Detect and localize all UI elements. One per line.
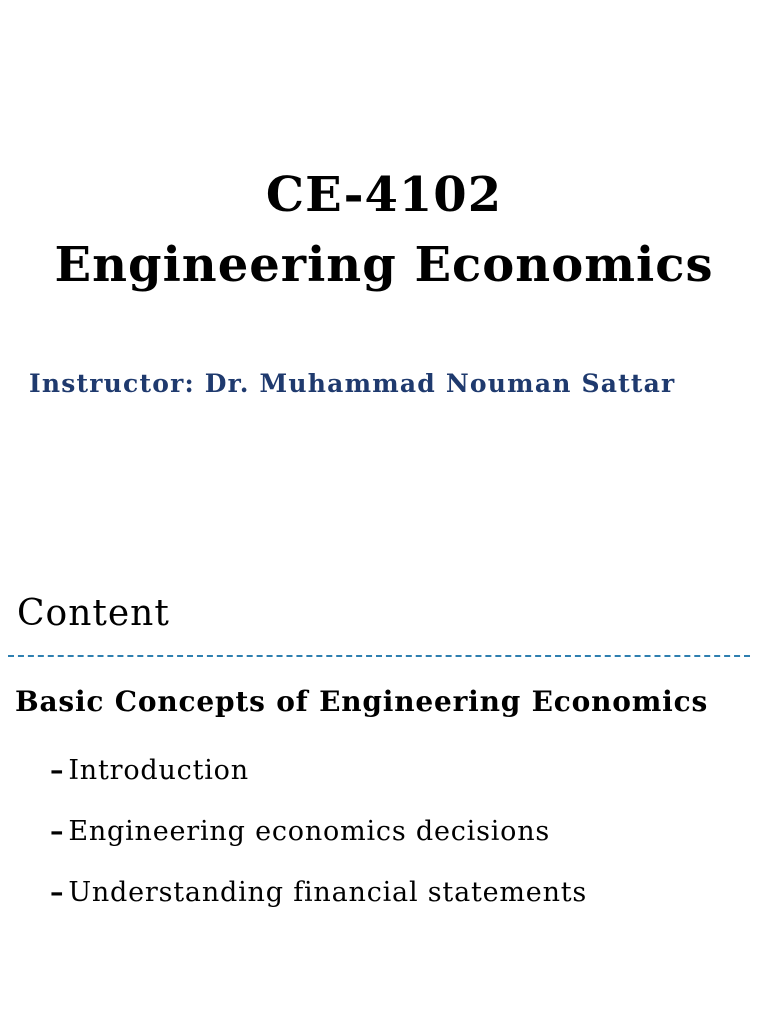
section-title: Basic Concepts of Engineering Economics [15,685,709,718]
dash-bullet: – [50,877,65,908]
dash-bullet: – [50,755,65,786]
list-item [50,862,587,923]
course-name: Engineering Economics [54,237,714,293]
list-item-label: Understanding financial statements [68,877,588,908]
content-heading: Content [17,593,170,634]
list-item [50,740,587,801]
instructor-name: Instructor: Dr. Muhammad Nouman Sattar [29,369,676,398]
list-item-label: Engineering economics decisions [68,816,551,847]
list-item-label: Introduction [68,755,249,786]
list-item [50,801,587,862]
topic-list [50,740,587,923]
dashed-divider [8,655,750,657]
slide-title [0,160,768,300]
course-code: CE-4102 [265,167,503,223]
dash-bullet: – [50,816,65,847]
